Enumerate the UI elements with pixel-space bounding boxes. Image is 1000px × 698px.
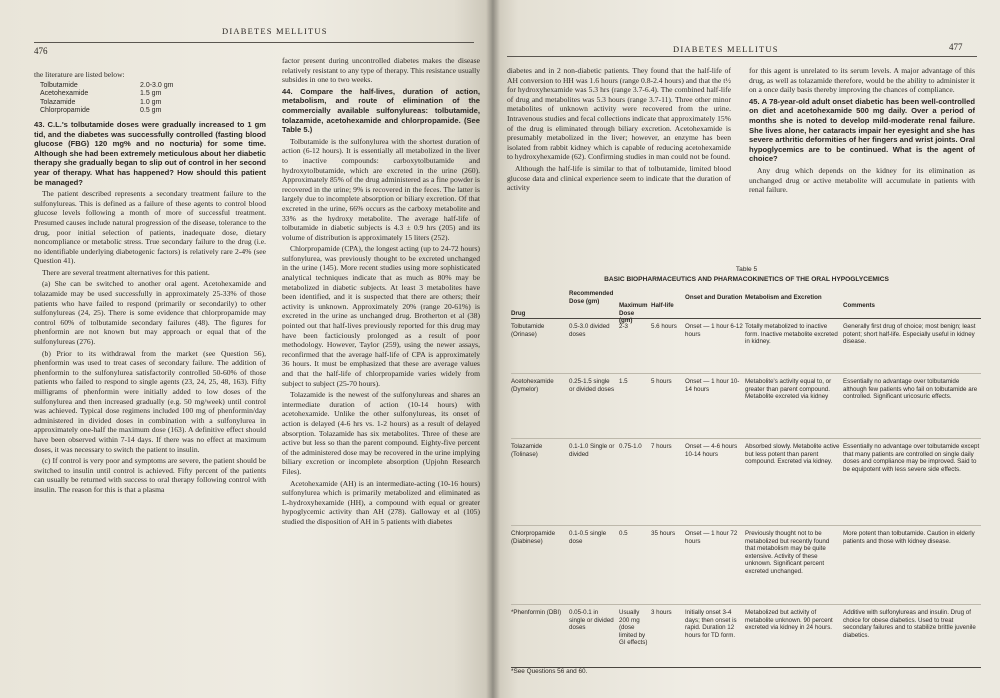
cell-metabolism: Metabolized but activity of metabolite unknown. 90 percent excreted via kidney in 24 hours. — [745, 609, 833, 632]
table-footnote: *See Questions 56 and 60. — [511, 668, 588, 675]
paragraph: The patient described represents a secondary treatment failure to the sulfonylureas. This is defined as a failure of these agents to control blood glucose levels following a month of more of successful treatment. Presumed causes include natural progression of the disease, tolerance to the drug, poor initial selection of patients, inadequate dose, dietary noncompliance or metabolic stress. True secondary failure to the drug (i.e. no identifiable underlying diabetogenic factors) is relatively rare 2-4% (see Question 41). — [34, 189, 266, 266]
header-half-life: Half-life — [651, 302, 674, 309]
cell-drug: *Phenformin (DBI) — [511, 609, 562, 616]
drug-dose-item: Chlorpropamide 0.5 gm — [40, 107, 162, 115]
cell-maximum-dose: 0.5 — [619, 530, 628, 537]
cell-recommended-dose: 0.1-0.5 single dose — [569, 530, 607, 545]
left-column-2 — [282, 56, 480, 698]
cell-onset: Onset — 1 hour 10-14 hours — [685, 378, 740, 393]
left-page — [0, 0, 493, 698]
cell-onset: Initially onset 3-4 days; then onset is rapid. Duration 12 hours for TD form. — [685, 609, 737, 639]
cell-recommended-dose: 0.5-3.0 divided doses — [569, 323, 610, 338]
drug-dose-item: Acetohexamide 1.5 gm — [40, 90, 162, 98]
question-44: 44. Compare the half-lives, duration of action, metabolism, and route of elimination of the commercially available sulfonylureas: tolbutamide, tolazamide, acetohexamide and chlorpropamide. (See Table 5.) — [282, 86, 480, 135]
pharmacokinetics-table — [511, 288, 981, 668]
header-rule-right — [507, 56, 977, 57]
header-rule-left — [34, 42, 474, 43]
header-metabolism-excretion: Metabolism and Excretion — [745, 294, 822, 301]
table-row — [511, 526, 981, 605]
header-recommended-dose: Recommended Dose (gm) — [569, 290, 614, 305]
cell-drug: Acetohexamide (Dymelor) — [511, 378, 554, 393]
paragraph: (c) If control is very poor and symptoms are severe, the patient should be switched to insulin until control is achieved. Fifty percent of the patients can usually be returned with success to oral therapy following control with insulin. The reason for this is that a plasma — [34, 456, 266, 494]
paragraph: (a) She can be switched to another oral agent. Acetohexamide and tolazamide may be used successfully in approximately 25-33% of those patients who have failed to respond (primarily or secondarily) to other sulfonylureas (24, 25). There is some evidence that chlorpropamide may control 60% of tolbutamide secondary failures (48). The figures for phenformin are not known but may approach or equal that of the sulfonylureas (276). — [34, 279, 266, 347]
cell-recommended-dose: 0.25-1.5 single or divided doses — [569, 378, 615, 393]
header-onset-duration: Onset and Duration — [685, 294, 743, 301]
table-row — [511, 374, 981, 439]
cell-drug: Tolbutamide (Orinase) — [511, 323, 545, 338]
cell-half-life: 5.6 hours — [651, 323, 677, 330]
right-column-1 — [507, 66, 731, 262]
cell-half-life: 3 hours — [651, 609, 672, 616]
cell-recommended-dose: 0.1-1.0 Single or divided — [569, 443, 615, 458]
table-row — [511, 439, 981, 526]
drug-dose-list — [40, 82, 266, 116]
paragraph: for this agent is unrelated to its serum levels. A major advantage of this drug, as well as tolazamide therefore, would be the ability to administer it on a once daily basis thereby improving the chances of compliance. — [749, 66, 975, 95]
cell-comments: More potent than tolbutamide. Caution in elderly patients and those with kidney disease. — [843, 530, 975, 545]
right-column-2 — [749, 66, 975, 262]
cell-half-life: 35 hours — [651, 530, 676, 537]
cell-onset: Onset — 4-6 hours 10-14 hours — [685, 443, 738, 458]
paragraph-acetohexamide: Acetohexamide (AH) is an intermediate-acting (10-16 hours) sulfonylurea which is primarily metabolized and eliminated as L-hydroxyhexamide (HH), a compound with equal or greater hypoglycemic activity than AH (278). Galloway et al (105) studied the disposition of AH in 5 patients with diabetes — [282, 478, 480, 526]
cell-metabolism: Absorbed slowly. Metabolite active but less potent than parent compound. Excreted via kidney. — [745, 443, 840, 466]
paragraph: Although the half-life is similar to that of tolbutamide, limited blood glucose data and clinical experience seem to indicate that the duration of activity — [507, 163, 731, 193]
question-43: 43. C.L.'s tolbutamide doses were gradually increased to 1 gm tid, and the diabetes was successfully controlled (fasting blood glucose (FBG) 120 mg% and no nocturia) for some time. Although she had been extremely meticulous about her diabetic therapy she gradually began to slip out of control in her second year of therapy. What has happened? How should this patient be managed? — [34, 119, 266, 187]
paragraph: diabetes and in 2 non-diabetic patients. They found that the half-life of AH conversion to HH was 1.6 hours (range 0.8-2.4 hours) and that the t½ for hydroxyhexamide was 5.3 hrs (range 3.7-6.4). The combined half-life of drug and metabolites was 5.3 hours (range 3.7-11). Three other minor metabolites of unknown activity were recovered from the urine. Intravenous studies and fecal collections indicate that approximately 15% of the drug is eliminated through biliary excretion. Acetohexamide is presumably metabolized in the liver; however, an enzyme has been isolated from rabbit kidney which is capable of reducing acetohexamide to hydroxyhexamide (62). Confirming studies in man could not be found. — [507, 66, 731, 162]
cell-comments: Additive with sulfonylureas and insulin. Drug of choice for obese diabetics. Used to treat secondary failures and to stabilize brittle juvenile diabetics. — [843, 609, 976, 639]
cell-onset: Onset — 1 hour 72 hours — [685, 530, 738, 545]
cell-half-life: 7 hours — [651, 443, 672, 450]
paragraph-tolazamide: Tolazamide is the newest of the sulfonylureas and shares an intermediate duration of action (10-14 hours) with acetohexamide. Unlike the other sulfonylureas, its onset of action is delayed (4-6 hrs vs. 1-2 hours) as a result of delayed absorption. Tolazamide has six metabolites. Three of these are active but less so than the parent compound. Eighty-five percent of the administered dose may be recovered in the urine implying biliary excretion or incomplete absorption (Upjohn Research Files). — [282, 390, 480, 476]
paragraph-tolbutamide: Tolbutamide is the sulfonylurea with the shortest duration of action (6-12 hours). It is essentially all metabolized in the liver to inactive compounds: carboxytolbutamide and hydroxytolbutamide, which are excreted in the urine (260). Approximately 85% of the drug administered as a fine powder is recovered in the urine; 9% is recovered in the feces. The latter is largely due to incomplete absorption or biliary excretion. Of that excreted in the urine, 66% occurs as the carboxy metabolite and 33% as the hydroxy metabolite. The average half-life of tolbutamide in diabetic subjects is 4.3 ± 0.9 hrs (205) and its volume of distribution is approximately 15 liters (252). — [282, 136, 480, 242]
header-drug: Drug — [511, 310, 526, 317]
cell-metabolism: Previously thought not to be metabolized but recently found that metabolism may be quite extensive. Activity of these unknown. Significant percent excreted unchanged. — [745, 530, 830, 575]
running-head-right: DIABETES MELLITUS — [673, 44, 779, 54]
cell-maximum-dose: 0.75-1.0 — [619, 443, 642, 450]
header-maximum-dose: Maximum Dose (gm) — [619, 302, 648, 325]
table-row — [511, 605, 981, 668]
paragraph-chlorpropamide: Chlorpropamide (CPA), the longest acting (up to 24-72 hours) sulfonylurea, was previously thought to be excreted unchanged in the urine (145). More recent studies using more sophisticated analytical techniques indicate that as much as 80% may be metabolized in diabetic subjects. At least 3 metabolites have been identified, and it is suspected that there are others; their activity is unknown. Approximately 20% (range 20-61%) is excreted in the urine as unchanged drug. Brotherton et al (38) pointed out that half-lives previously reported for this drug may have been facticiously prolonged as a result of poor methodology. However, Taylor (259), using the newer assays, reconfirmed that the average half-life of CPA is approximately 36 hours. It must be emphasized that these are average values and that the half-life of chlorpropamide varies widely from subject to subject (25-70 hours). — [282, 244, 480, 388]
book-gutter-shadow — [486, 0, 500, 698]
cell-half-life: 5 hours — [651, 378, 672, 385]
list-intro: the literature are listed below: — [34, 70, 125, 79]
table-label: Table 5 — [735, 266, 758, 273]
left-column-1 — [34, 70, 266, 698]
page-number-left: 476 — [34, 46, 48, 56]
cell-metabolism: Metabolite's activity equal to, or greater than parent compound. Metabolite excreted via kidney — [745, 378, 832, 401]
cell-maximum-dose: 1.5 — [619, 378, 628, 385]
cell-maximum-dose: Usually 200 mg (dose limited by GI effects) — [619, 609, 648, 647]
paragraph: There are several treatment alternatives for this patient. — [42, 267, 210, 277]
cell-comments: Essentially no advantage over tolbutamide except that many patients are controlled on single daily doses and compliance may be improved. Said to be equipotent with less severe side effects. — [843, 443, 980, 473]
drug-dose-item: Tolbutamide 2.0-3.0 gm — [40, 81, 174, 89]
drug-dose-item: Tolazamide 1.0 gm — [40, 98, 162, 106]
table-row — [511, 319, 981, 374]
header-comments: Comments — [843, 302, 875, 309]
cell-drug: Tolazamide (Tolinase) — [511, 443, 543, 458]
cell-comments: Essentially no advantage over tolbutamide although few patients who fail on tolbutamide are controlled. Significant uricosuric effects. — [843, 378, 978, 401]
cell-metabolism: Totally metabolized to inactive form. Inactive metabolite excreted in kidney. — [745, 323, 838, 346]
running-head-left: DIABETES MELLITUS — [222, 26, 328, 36]
cell-drug: Chlorpropamide (Diabinese) — [511, 530, 556, 545]
paragraph: factor present during uncontrolled diabetes makes the disease relatively resistant to any type of therapy. This resistance usually subsides in one to two weeks. — [282, 56, 480, 85]
table-header-row — [511, 288, 981, 325]
question-45: 45. A 78-year-old adult onset diabetic has been well-controlled on diet and acetohexamide 500 mg daily. Over a period of months she is noted to develop mild-moderate renal failure. She lives alone, her cataracts impair her eyesight and she has severe arthritic deformities of her fingers and wrist joints. Oral hypoglycemics are to be continued. What is the agent of choice? — [749, 96, 975, 164]
cell-comments: Generally first drug of choice; most benign; least potent; short half-life. Especially useful in kidney disease. — [843, 323, 976, 346]
cell-onset: Onset — 1 hour 6-12 hours — [685, 323, 743, 338]
table-title: BASIC BIOPHARMACEUTICS AND PHARMACOKINETICS OF THE ORAL HYPOGLYCEMICS — [604, 276, 889, 283]
cell-recommended-dose: 0.05-0.1 in single or divided doses — [569, 609, 614, 632]
page-number-right: 477 — [949, 42, 963, 52]
right-page — [493, 0, 1000, 698]
cell-maximum-dose: 2-3 — [619, 323, 628, 330]
paragraph: Any drug which depends on the kidney for its elimination as unchanged drug or active metabolite will accumulate in patients with renal failure. — [749, 165, 975, 195]
paragraph: (b) Prior to its withdrawal from the market (see Question 56), phenformin was used to treat cases of secondary failure. The addition of phenformin to the sulfonylurea satisfactorily controlled 50-60% of those patients who failed to respond to single agents (23, 24, 25, 48, 163). Fifty milligrams of phenformin were initially added to low doses of the sulfonylurea and then increased gradually (e.g. 50 mg/week) until control was achieved. Typical dose regimens included 100 mg of phenformin/day administered in divided doses in combination with a sulfonylurea in approximately one-half the maximum dose (163). A definitive effect should have been observed within 7-14 days. If there was no effect at maximum doses, it was necessary to switch the patient to insulin. — [34, 348, 266, 454]
